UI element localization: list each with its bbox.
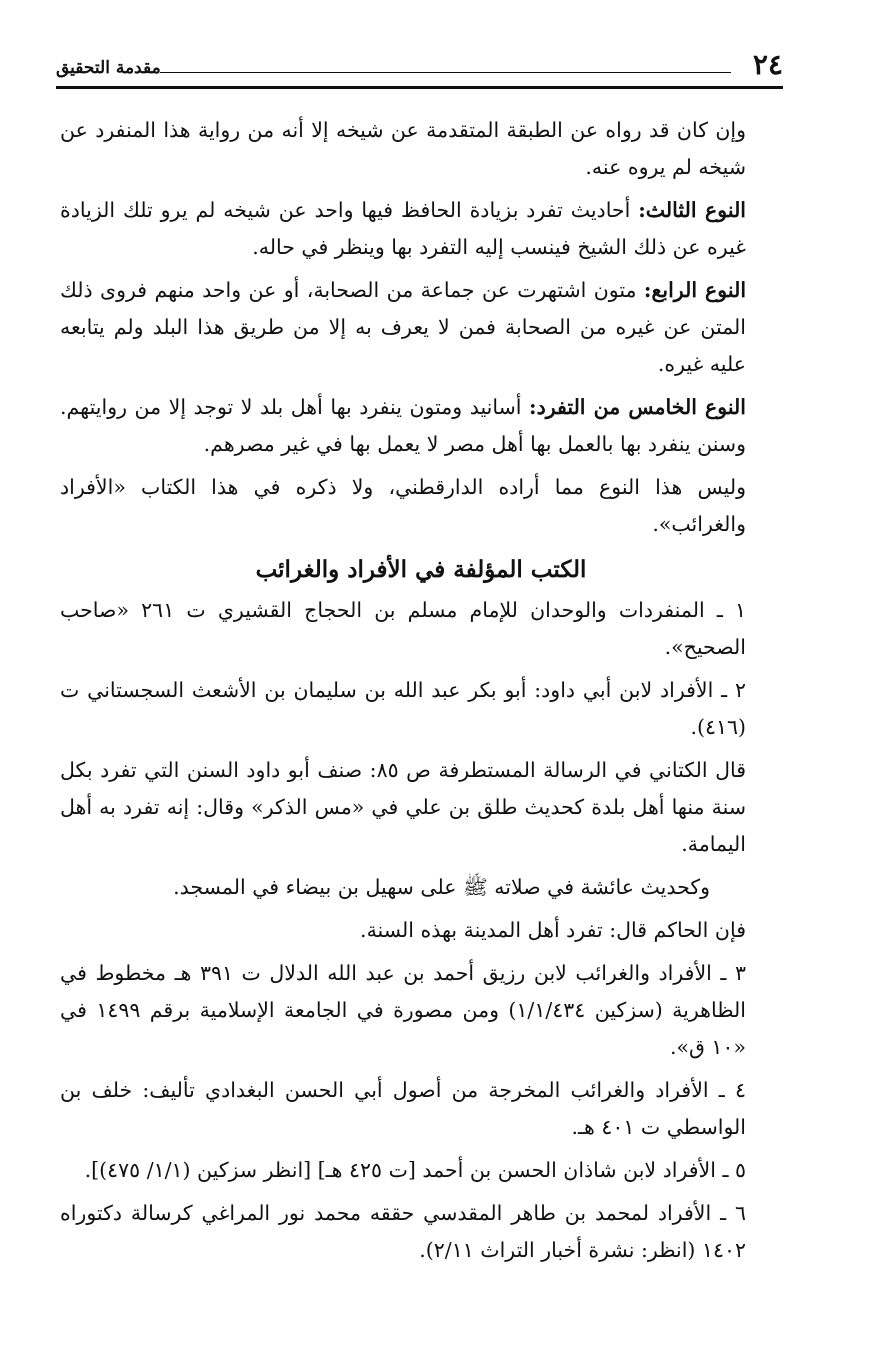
paragraph bbox=[60, 469, 782, 543]
header-rule bbox=[56, 86, 783, 89]
paragraph bbox=[60, 389, 782, 463]
paragraph-text: أسانيد ومتون ينفرد بها أهل بلد لا توجد إلا من روايتهم. وسنن ينفرد بها بالعمل بها أهل مصر لا يعمل بها في غير مصرهم. bbox=[60, 395, 746, 456]
paragraph-text: أحاديث تفرد بزيادة الحافظ فيها واحد عن شيخه لم يرو تلك الزيادة غيره عن ذلك الشيخ فينسب إليه التفرد بها وينظر في حاله. bbox=[60, 198, 746, 259]
list-item: وكحديث عائشة في صلاته ﷺ على سهيل بن بيضاء في المسجد. bbox=[173, 875, 710, 899]
page-body bbox=[60, 112, 782, 1275]
header-thin-rule bbox=[160, 72, 731, 73]
list-item: ٢ ـ الأفراد لابن أبي داود: أبو بكر عبد الله بن سليمان بن الأشعث السجستاني ت (٤١٦). bbox=[60, 678, 746, 739]
list-item: ٥ ـ الأفراد لابن شاذان الحسن بن أحمد [ت ٤٢٥ هـ] [انظر سزكين (١/١/ ٤٧٥)]. bbox=[84, 1158, 746, 1182]
paragraph-text: وإن كان قد رواه عن الطبقة المتقدمة عن شيخه إلا أنه من رواية هذا المنفرد عن شيخه لم يروه عنه. bbox=[60, 118, 746, 179]
paragraph-label: النوع الثالث: bbox=[638, 198, 747, 222]
list-item: ١ ـ المنفردات والوحدان للإمام مسلم بن الحجاج القشيري ت ٢٦١ «صاحب الصحيح». bbox=[60, 598, 746, 659]
paragraph-text: متون اشتهرت عن جماعة من الصحابة، أو عن واحد منهم فروى ذلك المتن عن غيره من الصحابة فمن لا يعرف به إلا من طريق هذا البلد ولم يتابعه عليه غيره. bbox=[60, 278, 746, 376]
paragraph-text: وليس هذا النوع مما أراده الدارقطني، ولا ذكره في هذا الكتاب «الأفراد والغرائب». bbox=[60, 475, 746, 536]
paragraph-label: النوع الرابع: bbox=[643, 278, 747, 302]
list-item: ٣ ـ الأفراد والغرائب لابن رزيق أحمد بن عبد الله الدلال ت ٣٩١ هـ مخطوط في الظاهرية (سزكين ١/١/٤٣٤) ومن مصورة في الجامعة الإسلامية برقم ١٤٩٩ في «١٠ ق». bbox=[60, 961, 746, 1059]
list-item: ٤ ـ الأفراد والغرائب المخرجة من أصول أبي الحسن البغدادي تأليف: خلف بن الواسطي ت ٤٠١ هـ. bbox=[60, 1078, 746, 1139]
list-item: فإن الحاكم قال: تفرد أهل المدينة بهذه السنة. bbox=[360, 918, 746, 942]
paragraph bbox=[60, 272, 782, 383]
list-item: ٦ ـ الأفراد لمحمد بن طاهر المقدسي حققه محمد نور المراغي كرسالة دكتوراه ١٤٠٢ (انظر: نشرة أخبار التراث ٢/١١). bbox=[60, 1201, 746, 1262]
paragraph bbox=[60, 192, 782, 266]
section-heading: الكتب المؤلفة في الأفراد والغرائب bbox=[255, 556, 587, 583]
paragraph-label: النوع الخامس من التفرد: bbox=[529, 395, 747, 419]
list-item: قال الكتاني في الرسالة المستطرفة ص ٨٥: صنف أبو داود السنن التي تفرد بكل سنة منها أهل بلدة كحديث طلق بن علي في «مس الذكر» وقال: إنه تفرد به أهل اليمامة. bbox=[60, 758, 747, 856]
running-title: مقدمة التحقيق bbox=[56, 58, 161, 78]
page-number: ٢٤ bbox=[752, 48, 783, 81]
paragraph bbox=[60, 112, 782, 186]
page-header bbox=[56, 44, 783, 90]
